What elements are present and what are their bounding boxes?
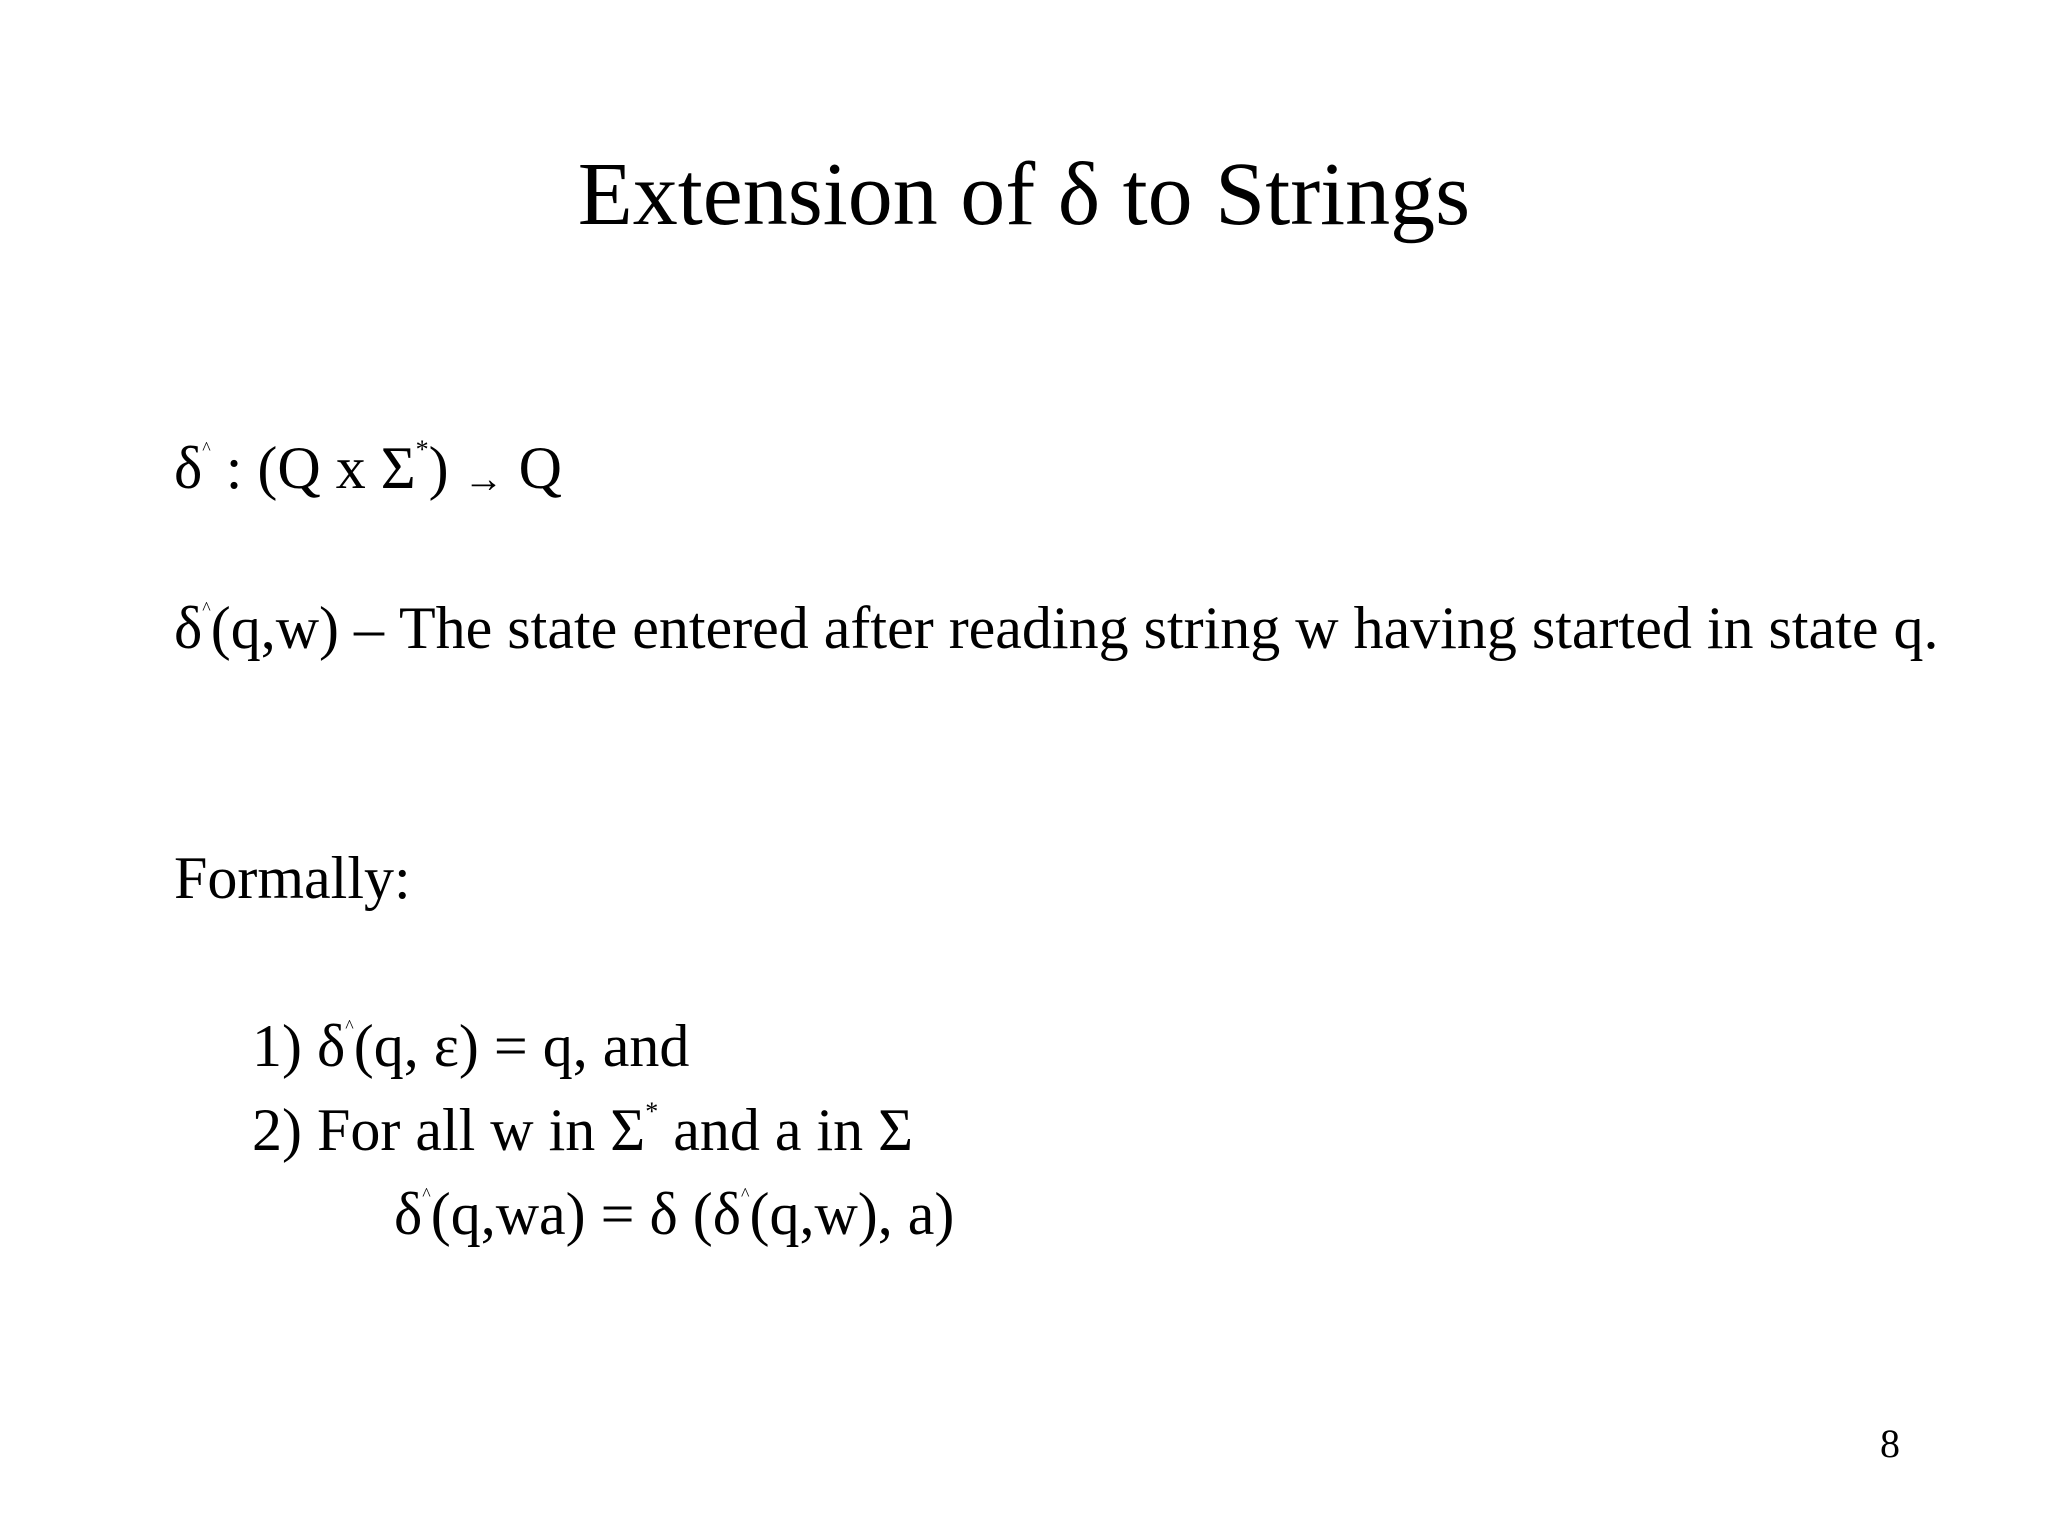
hat-superscript: ^ — [345, 1016, 354, 1036]
hat-superscript: ^ — [202, 598, 211, 618]
rule-1-prefix: 1) δ — [252, 1013, 346, 1079]
rule-2-formula — [394, 1178, 954, 1264]
slide-title: Extension of δ to Strings — [577, 145, 1471, 244]
kleene-star: * — [415, 435, 429, 464]
page-number: 8 — [1880, 1421, 1900, 1466]
rule-1-text: (q, ε) = q, and — [353, 1013, 690, 1079]
transition-signature — [174, 432, 562, 518]
signature-close: ) — [428, 435, 464, 501]
delta-symbol: δ — [394, 1181, 423, 1247]
formula-part-2: (q,w), a) — [749, 1181, 955, 1247]
delta-symbol: δ — [174, 595, 203, 661]
arrow-icon: → — [463, 456, 504, 501]
formally-label: Formally: — [174, 845, 411, 911]
hat-superscript: ^ — [422, 1184, 431, 1204]
description-line — [174, 592, 1938, 678]
signature-codomain: Q — [503, 435, 562, 501]
hat-superscript: ^ — [202, 438, 211, 458]
rule-2-text: and a in Σ — [658, 1097, 914, 1163]
rule-2 — [252, 1094, 913, 1178]
formula-part-1: (q,wa) = δ (δ — [430, 1181, 742, 1247]
rule-2-prefix: 2) For all w in Σ — [252, 1097, 646, 1163]
hat-superscript: ^ — [741, 1184, 750, 1204]
rule-1 — [252, 1010, 689, 1096]
delta-symbol: δ — [174, 435, 203, 501]
kleene-star: * — [645, 1097, 659, 1126]
description-text: (q,w) – The state entered after reading string w having started in state q. — [210, 595, 1939, 661]
signature-domain: : (Q x Σ — [210, 435, 416, 501]
